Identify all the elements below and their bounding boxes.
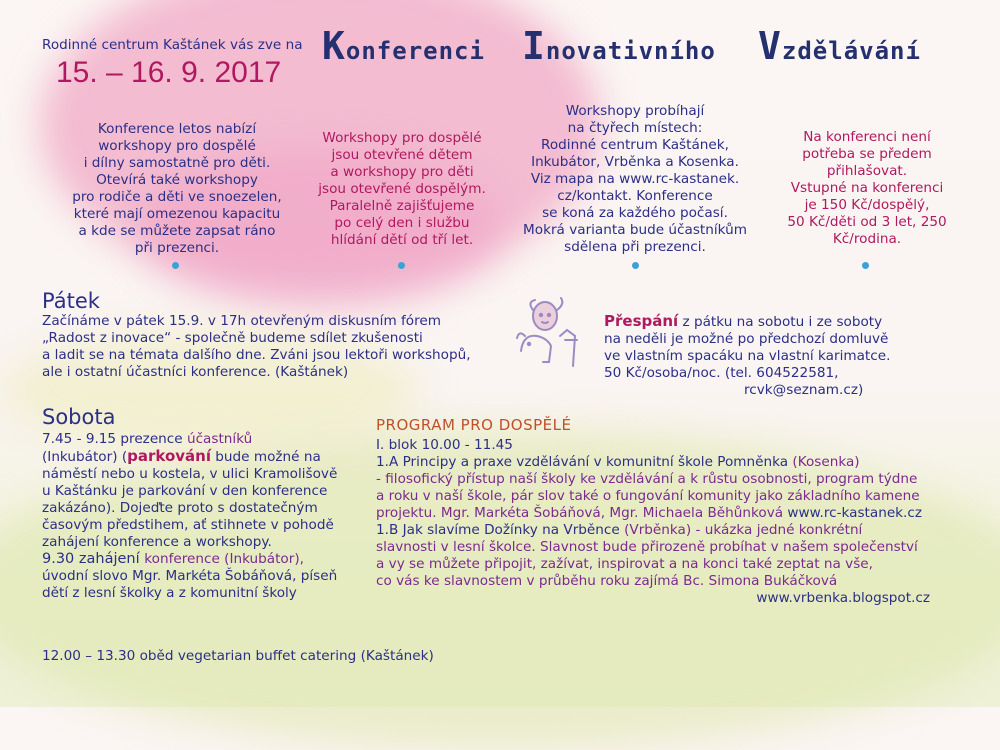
program-block: [376, 437, 946, 607]
item-a-line: - filosofický přístup naší školy ke vzdělávání a k růstu osobnosti, program týdne: [376, 471, 918, 487]
friday-line: „Radost z inovace“ - společně budeme sdílet zkušenosti: [42, 330, 423, 346]
opening-a: 9.30 zahájení: [42, 551, 145, 567]
title-cap: K: [322, 24, 346, 68]
title-rest: onferenci: [345, 37, 485, 65]
bullet-dot: [398, 262, 405, 269]
info-column-1: [60, 121, 294, 257]
item-a-last-line: [376, 505, 946, 522]
info-line: je 150 Kč/dospělý,: [804, 197, 930, 213]
overnight-rest: z pátku na sobotu i ze soboty: [678, 314, 883, 330]
info-line: přihlašovat.: [826, 163, 908, 179]
header-intro: Rodinné centrum Kaštánek vás zve na: [42, 37, 303, 53]
info-line: jsou otevřené dětem: [331, 147, 473, 163]
info-line: Kč/rodina.: [832, 231, 902, 247]
saturday-line: úvodní slovo Mgr. Markéta Šobáňová, píseň: [42, 568, 338, 584]
saturday-text: [42, 431, 372, 602]
item-b-url[interactable]: www.vrbenka.blogspot.cz: [756, 590, 930, 606]
item-a-url[interactable]: www.rc-kastanek.cz: [787, 505, 922, 521]
saturday-line: zahájení konference a workshopy.: [42, 534, 272, 550]
info-line: při prezenci.: [134, 240, 220, 256]
info-line: Paralelně zajišťujeme: [329, 198, 475, 214]
info-column-2: [304, 130, 500, 249]
title-rest: novativního: [545, 37, 716, 65]
saturday-text-b: účastníků: [186, 431, 253, 447]
info-line: 50 Kč/děti od 3 let, 250: [787, 214, 947, 230]
info-line: Konference letos nabízí: [97, 121, 257, 137]
item-b-title: 1.B Jak slavíme Dožínky na Vrběnce: [376, 522, 620, 538]
overnight-heading: Přespání: [604, 312, 679, 330]
info-line: Viz mapa na www.rc-kastanek.: [530, 171, 740, 187]
info-line: Otevírá také workshopy: [96, 172, 258, 188]
parking-highlight: parkování: [127, 447, 211, 465]
saturday-text-a: (Inkubátor) (: [42, 449, 128, 465]
overnight-line: ve vlastním spacáku na vlastní karimatce.: [604, 348, 891, 364]
info-line: i dílny samostatně pro děti.: [83, 155, 271, 171]
saturday-heading: Sobota: [42, 405, 116, 429]
info-line: workshopy pro dospělé: [98, 138, 256, 154]
title-rest: zdělávání: [781, 37, 921, 65]
saturday-line-2: [42, 448, 372, 466]
program-item-b-title: [376, 522, 946, 539]
title-word-konferenci: [322, 24, 485, 68]
info-line: které mají omezenou kapacitu: [73, 206, 281, 222]
info-line: po celý den i službu: [334, 215, 470, 231]
title-cap: V: [758, 24, 782, 68]
saturday-line: zakázáno). Dojeďte proto s dostatečným: [42, 500, 318, 516]
info-line: Rodinné centrum Kaštánek,: [541, 137, 729, 153]
item-a-line: a roku v naší škole, pár slov také o fungování komunity jako základního kamene: [376, 488, 920, 504]
info-line: sdělena při prezenci.: [564, 239, 706, 255]
overnight-block: [604, 313, 904, 399]
saturday-text-b: bude možné na: [210, 449, 321, 465]
friday-text: [42, 313, 502, 381]
info-line: na čtyřech místech:: [567, 120, 703, 136]
lunch-line: 12.00 – 13.30 oběd vegetarian buffet catering (Kaštánek): [42, 648, 434, 664]
saturday-opening: [42, 551, 372, 568]
friday-line: a ladit se na témata dalšího dne. Zváni jsou lektoři workshopů,: [42, 347, 471, 363]
title-word-inovativniho: [522, 24, 716, 68]
bullet-dot: [632, 262, 639, 269]
girl-and-dog-illustration: [505, 296, 595, 376]
item-a-title: 1.A Principy a praxe vzdělávání v komunitní škole Pomněnka: [376, 454, 789, 470]
opening-b: konference (Inkubátor),: [144, 551, 304, 567]
info-line: cz/kontakt. Konference: [557, 188, 713, 204]
item-b-rest: - ukázka jedné konkrétní: [691, 522, 863, 538]
item-a-last: projektu. Mgr. Markéta Šobáňová, Mgr. Michaela Běhůnková: [376, 505, 788, 521]
info-line: a kde se můžete zapsat ráno: [78, 223, 276, 239]
saturday-line-1: [42, 431, 372, 448]
info-line: Na konferenci není: [803, 129, 931, 145]
title-cap: I: [522, 24, 546, 68]
program-block-time: I. blok 10.00 - 11.45: [376, 437, 513, 453]
overnight-line: 50 Kč/osoba/noc. (tel. 604522581,: [604, 365, 839, 381]
info-column-4: [762, 129, 972, 248]
bullet-dot: [172, 262, 179, 269]
event-dates: 15. – 16. 9. 2017: [56, 56, 282, 89]
info-line: Workshopy probíhají: [565, 103, 705, 119]
item-b-line: a vy se můžete připojit, zažívat, inspirovat a na konci také zeptat na vše,: [376, 556, 873, 572]
friday-line: ale i ostatní účastníci konference. (Kaštánek): [42, 364, 349, 380]
info-line: Vstupné na konferenci: [790, 180, 944, 196]
overnight-line: na neděli je možné po předchozí domluvě: [604, 331, 889, 347]
item-a-place: (Kosenka): [788, 454, 860, 470]
item-b-line: slavnosti v lesní školce. Slavnost bude přirozeně probíhat v našem společenství: [376, 539, 918, 555]
saturday-line: u Kaštánku je parkování v den konference: [42, 483, 328, 499]
info-line: potřeba se předem: [802, 146, 932, 162]
item-b-line: co vás ke slavnostem v průběhu roku zajímá Bc. Simona Bukáčková: [376, 573, 838, 589]
program-heading: PROGRAM PRO DOSPĚLÉ: [376, 416, 572, 434]
friday-heading: Pátek: [42, 289, 100, 313]
info-line: jsou otevřené dospělým.: [318, 181, 486, 197]
info-line: pro rodiče a děti ve snoezelen,: [72, 189, 282, 205]
saturday-text-a: 7.45 - 9.15 prezence: [42, 431, 187, 447]
saturday-line: dětí z lesní školky a z komunitní školy: [42, 585, 297, 601]
info-line: a workshopy pro děti: [330, 164, 474, 180]
info-line: Workshopy pro dospělé: [322, 130, 482, 146]
item-b-place: (Vrběnka): [619, 522, 692, 538]
title-word-vzdelavani: [758, 24, 921, 68]
overnight-line-1: [604, 313, 904, 331]
saturday-line: náměstí nebo u kostela, v ulici Kramolišově: [42, 466, 338, 482]
info-column-3: [510, 103, 760, 256]
overnight-email[interactable]: rcvk@seznam.cz): [744, 382, 864, 398]
bullet-dot: [862, 262, 869, 269]
info-line: se koná za každého počasí.: [542, 205, 728, 221]
info-line: hlídání dětí od tří let.: [330, 232, 474, 248]
info-line: Mokrá varianta bude účastníkům: [523, 222, 747, 238]
program-item-a-title: [376, 454, 946, 471]
saturday-line: časovým předstihem, ať stihnete v pohodě: [42, 517, 334, 533]
info-line: Inkubátor, Vrběnka a Kosenka.: [531, 154, 739, 170]
friday-line: Začínáme v pátek 15.9. v 17h otevřeným diskusním fórem: [42, 313, 442, 329]
